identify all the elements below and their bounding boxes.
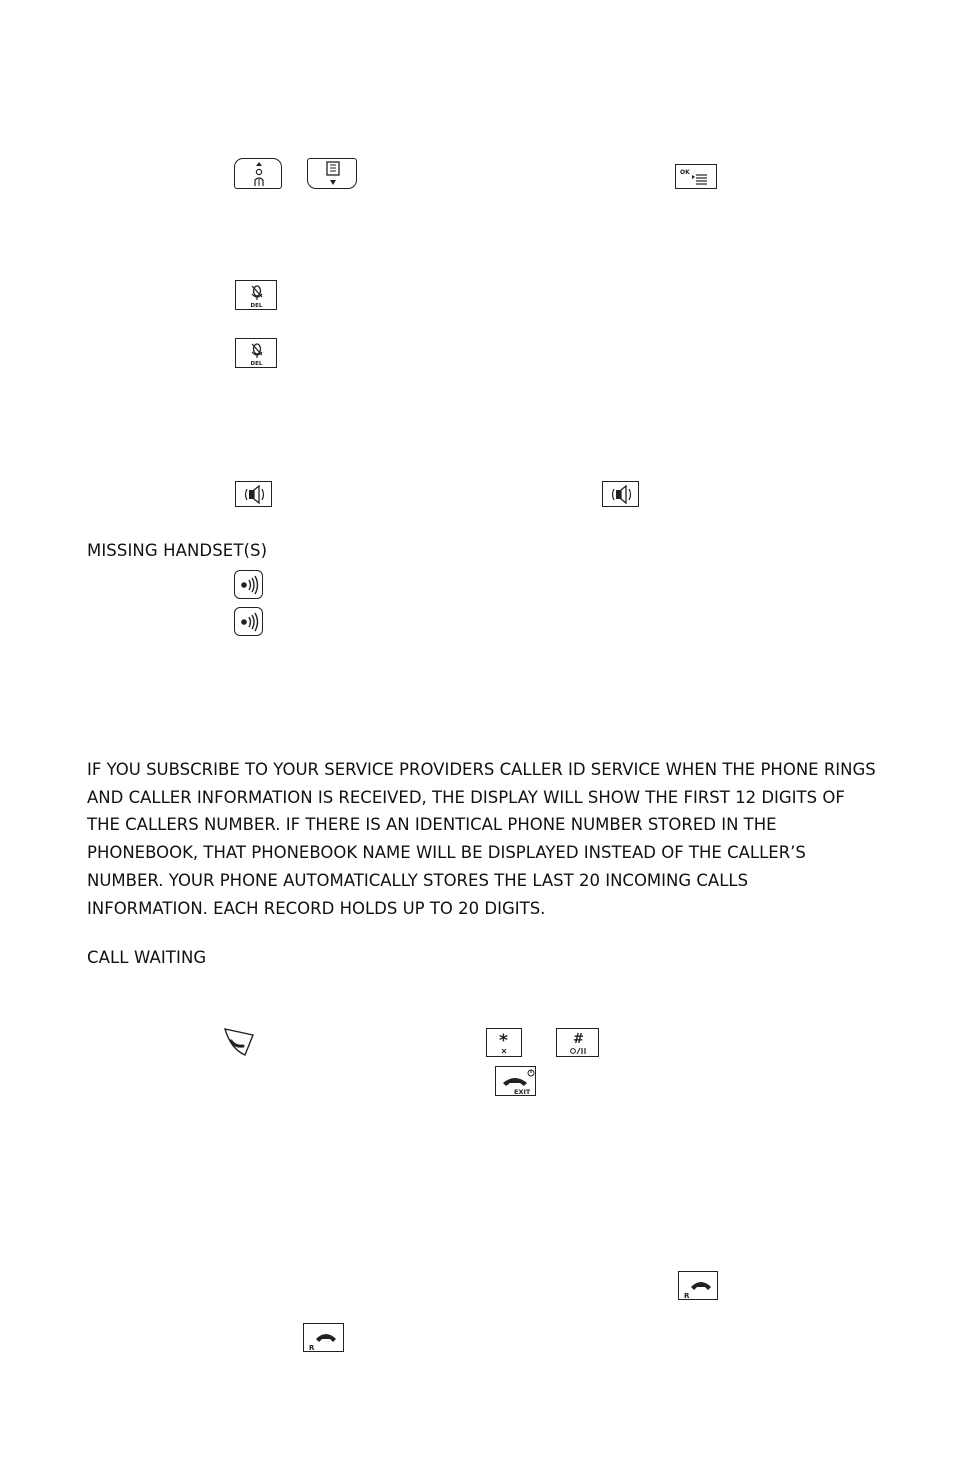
end-exit-key-icon [495, 1066, 536, 1096]
star-key-icon [486, 1028, 522, 1057]
missing-handsets-heading: MISSING HANDSET(S) [87, 541, 268, 560]
delete-key-icon [235, 338, 277, 368]
ok-menu-key-icon [675, 164, 717, 189]
delete-key-icon [235, 280, 277, 310]
talk-key-icon [223, 1027, 255, 1057]
svg-text:R: R [309, 1344, 315, 1352]
page-key-icon [234, 607, 263, 636]
svg-text:DEL: DEL [250, 303, 263, 309]
svg-text:#: # [573, 1032, 584, 1047]
up-navigation-key-icon [234, 158, 282, 189]
svg-text:*: * [499, 1031, 508, 1051]
hash-key-icon [556, 1028, 599, 1057]
ok-key-label: OK [680, 169, 690, 176]
svg-text:DEL: DEL [250, 361, 263, 367]
speaker-key-icon [235, 481, 272, 507]
page-key-icon [234, 570, 263, 599]
recall-key-icon [678, 1271, 718, 1300]
svg-text:R: R [684, 1292, 690, 1300]
speaker-key-icon [602, 481, 639, 507]
call-waiting-heading: CALL WAITING [87, 948, 207, 967]
caller-id-paragraph: IF YOU SUBSCRIBE TO YOUR SERVICE PROVIDERS CALLER ID SERVICE WHEN THE PHONE RINGS AND CALLER INFORMATION IS RECEIVED, THE DISPLAY WILL SHOW THE FIRST 12 DIGITS OF THE CALLERS NUMBER. IF THERE IS AN IDENTICAL PHONE NUMBER STORED IN THE PHONEBOOK, THAT PHONEBOOK NAME WILL BE DISPLAYED INSTEAD OF THE CALLER’S NUMBER. YOUR PHONE AUTOMATICALLY STORES THE LAST 20 INCOMING CALLS INFORMATION. EACH RECORD HOLDS UP TO 20 DIGITS. [87, 760, 876, 918]
recall-key-icon [303, 1323, 344, 1352]
svg-text:EXIT: EXIT [514, 1088, 531, 1096]
phonebook-down-key-icon [307, 158, 357, 189]
